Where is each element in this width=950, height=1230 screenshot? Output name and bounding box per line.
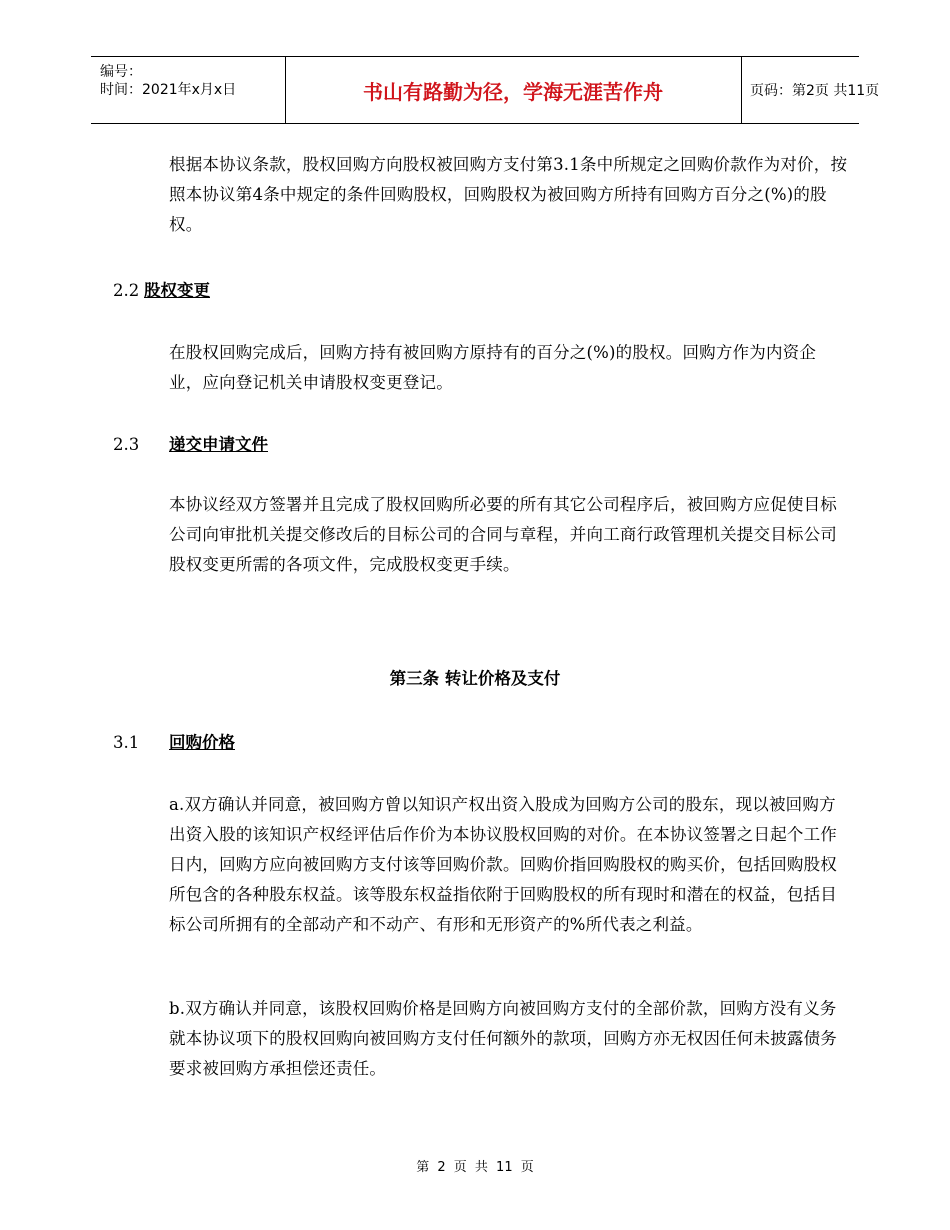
section-title: 回购价格	[169, 733, 235, 752]
header-page-info: 页码：第2页 共11页	[750, 83, 880, 99]
header-motto-cell	[285, 57, 742, 123]
section-number: 2.3	[113, 435, 140, 454]
section-number: 2.2	[113, 281, 140, 300]
page-footer: 第 2 页 共 11 页	[416, 1160, 534, 1175]
doc-number-label: 编号：	[100, 64, 142, 80]
header-meta-cell	[91, 57, 286, 123]
page-header	[91, 56, 880, 124]
paragraph-2-2: 在股权回购完成后，回购方持有被回购方原持有的百分之(%)的股权。回购方作为内资企业，应向登记机关申请股权变更登记。	[169, 343, 817, 392]
section-number: 3.1	[113, 733, 140, 752]
header-page-cell	[742, 57, 880, 123]
header-motto: 书山有路勤为径，学海无涯苦作舟	[363, 80, 663, 104]
paragraph-3-1-b: b.双方确认并同意，该股权回购价格是回购方向被回购方支付的全部价款，回购方没有义务就本协议项下的股权回购向被回购方支付任何额外的款项，回购方亦无权因任何未披露债务要求被回购方承担偿还责任。	[169, 999, 837, 1078]
article-3-title: 第三条 转让价格及支付	[389, 669, 561, 688]
section-title: 递交申请文件	[169, 435, 268, 454]
paragraph-3-1-a: a.双方确认并同意，被回购方曾以知识产权出资入股成为回购方公司的股东，现以被回购方出资入股的该知识产权经评估后作价为本协议股权回购的对价。在本协议签署之日起个工作日内，回购方应向被回购方支付该等回购价款。回购价指回购股权的购买价，包括回购股权所包含的各种股东权益。该等股东权益指依附于回购股权的所有现时和潜在的权益，包括目标公司所拥有的全部动产和不动产、有形和无形资产的%所代表之利益。	[169, 795, 837, 934]
doc-time-label: 时间：2021年x月x日	[100, 82, 237, 98]
section-title: 股权变更	[144, 281, 210, 300]
paragraph-2-1: 根据本协议条款，股权回购方向股权被回购方支付第3.1条中所规定之回购价款作为对价，按照本协议第4条中规定的条件回购股权，回购股权为被回购方所持有回购方百分之(%)的股权。	[169, 155, 848, 234]
paragraph-2-3: 本协议经双方签署并且完成了股权回购所必要的所有其它公司程序后，被回购方应促使目标公司向审批机关提交修改后的目标公司的合同与章程，并向工商行政管理机关提交目标公司股权变更所需的各项文件，完成股权变更手续。	[169, 495, 837, 574]
